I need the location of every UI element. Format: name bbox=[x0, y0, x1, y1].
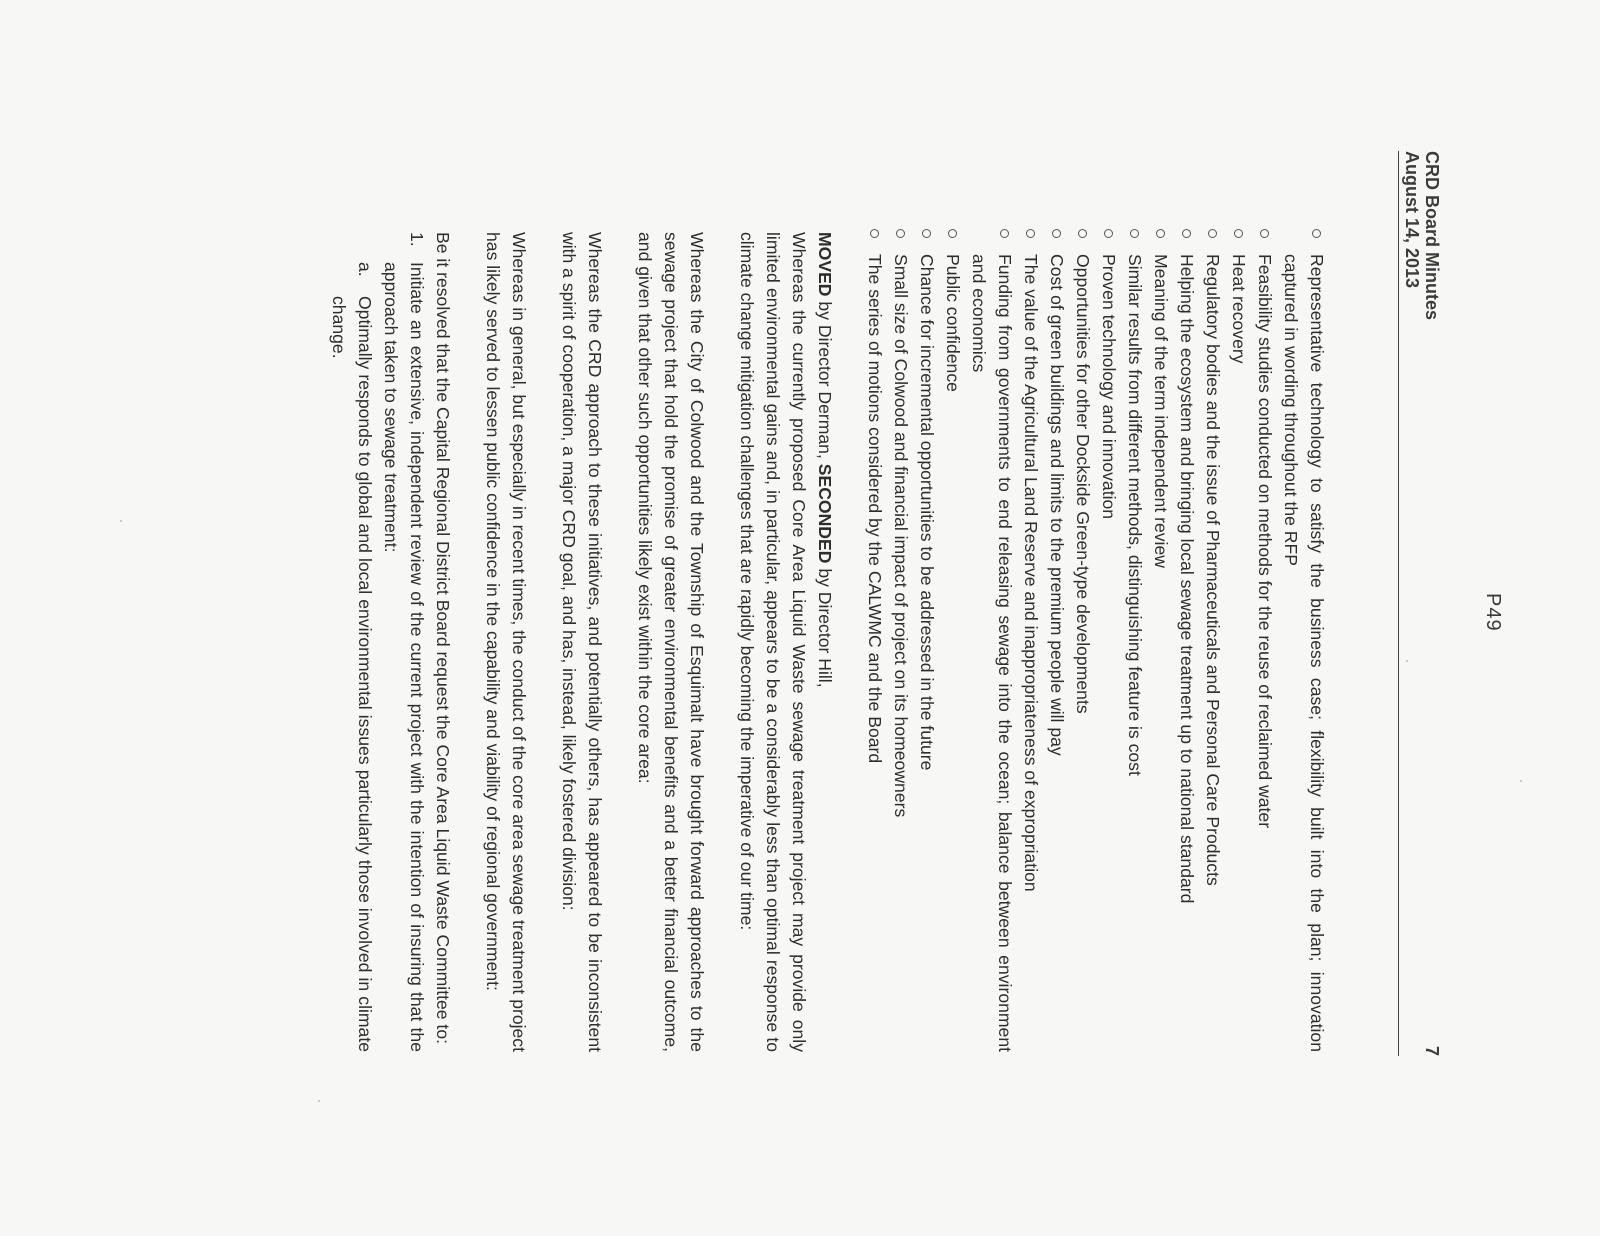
item-number: 1. bbox=[407, 232, 427, 247]
list-item: The value of the Agricultural Land Reserve and inappropriateness of expropriation bbox=[1018, 232, 1044, 1052]
list-item: Chance for incremental opportunities to be addressed in the future bbox=[914, 232, 940, 1052]
list-item: Regulatory bodies and the issue of Pharmaceuticals and Personal Care Products bbox=[1200, 232, 1226, 1052]
page-number: 7 bbox=[1422, 1045, 1442, 1056]
document-header bbox=[1398, 151, 1442, 1056]
list-item: Public confidence bbox=[940, 232, 966, 1052]
list-item: Heat recovery bbox=[1226, 232, 1252, 1052]
moved-label: MOVED bbox=[815, 232, 835, 297]
list-item: Similar results from different methods, distinguishing feature is cost bbox=[1122, 232, 1148, 1052]
document-title: CRD Board Minutes bbox=[1422, 151, 1442, 321]
resolution-paragraph: Be it resolved that the Capital Regional District Board request the Core Area Liquid Waste Committee to: bbox=[433, 232, 453, 1044]
subitem-letter: a. bbox=[355, 262, 375, 277]
document-body bbox=[326, 232, 1330, 1052]
list-item: Helping the ecosystem and bringing local sewage treatment up to national standard bbox=[1174, 232, 1200, 1052]
list-item: Funding from governments to end releasing sewage into the ocean; balance between environment and economics bbox=[966, 232, 1018, 1052]
list-item: Cost of green buildings and limits to the premium people will pay bbox=[1044, 232, 1070, 1052]
document-date: August 14, 2013 bbox=[1402, 151, 1422, 289]
seconded-label: SECONDED bbox=[815, 463, 835, 564]
page-stamp: P49 bbox=[1482, 593, 1504, 632]
motion-line bbox=[812, 232, 838, 1052]
list-item: Opportunities for other Dockside Green-type developments bbox=[1070, 232, 1096, 1052]
whereas-paragraph: Whereas the City of Colwood and the Township of Esquimalt have brought forward approaches to the sewage project that hold the promise of greater environmental benefits and a better financial outcome, and given that other such opportunities likely exist within the core area: bbox=[635, 232, 707, 1052]
discussion-bullets bbox=[862, 232, 1330, 1052]
whereas-paragraph: Whereas the currently proposed Core Area Liquid Waste sewage treatment project may provide only limited environmental gains and, in particular, appears to be a considerably less than optimal response to climate change mitigation challenges that are rapidly becoming the imperative of our time: bbox=[737, 232, 809, 1052]
list-item: Small size of Colwood and financial impact of project on its homeowners bbox=[888, 232, 914, 1052]
list-item: The series of motions considered by the CALWMC and the Board bbox=[862, 232, 888, 1052]
subitem-text: Optimally responds to global and local environmental issues particularly those involved in climate change. bbox=[329, 296, 375, 1052]
whereas-paragraph: Whereas in general, but especially in recent times, the conduct of the core area sewage treatment project has likely served to lessen public confidence in the capability and viability of regional government: bbox=[483, 232, 529, 1052]
list-item: Feasibility studies conducted on methods for the reuse of reclaimed water bbox=[1252, 232, 1278, 1052]
mover: by Director Derman, bbox=[815, 296, 835, 464]
resolution-item bbox=[378, 232, 430, 1052]
list-item: Representative technology to satisfy the business case; flexibility built into the plan; innovation captured in wording throughout the RFP bbox=[1278, 232, 1330, 1052]
item-text: Initiate an extensive, independent review of the current project with the intention of insuring that the approach taken to sewage treatment: bbox=[381, 262, 427, 1052]
resolution-subitem bbox=[326, 262, 378, 1052]
whereas-paragraph: Whereas the CRD approach to these initiatives, and potentially others, has appeared to be inconsistent with a spirit of cooperation, a major CRD goal, and has, instead, likely fostered division: bbox=[559, 232, 605, 1052]
seconder: by Director Hill, bbox=[815, 563, 835, 688]
list-item: Proven technology and innovation bbox=[1096, 232, 1122, 1052]
list-item: Meaning of the term independent review bbox=[1148, 232, 1174, 1052]
